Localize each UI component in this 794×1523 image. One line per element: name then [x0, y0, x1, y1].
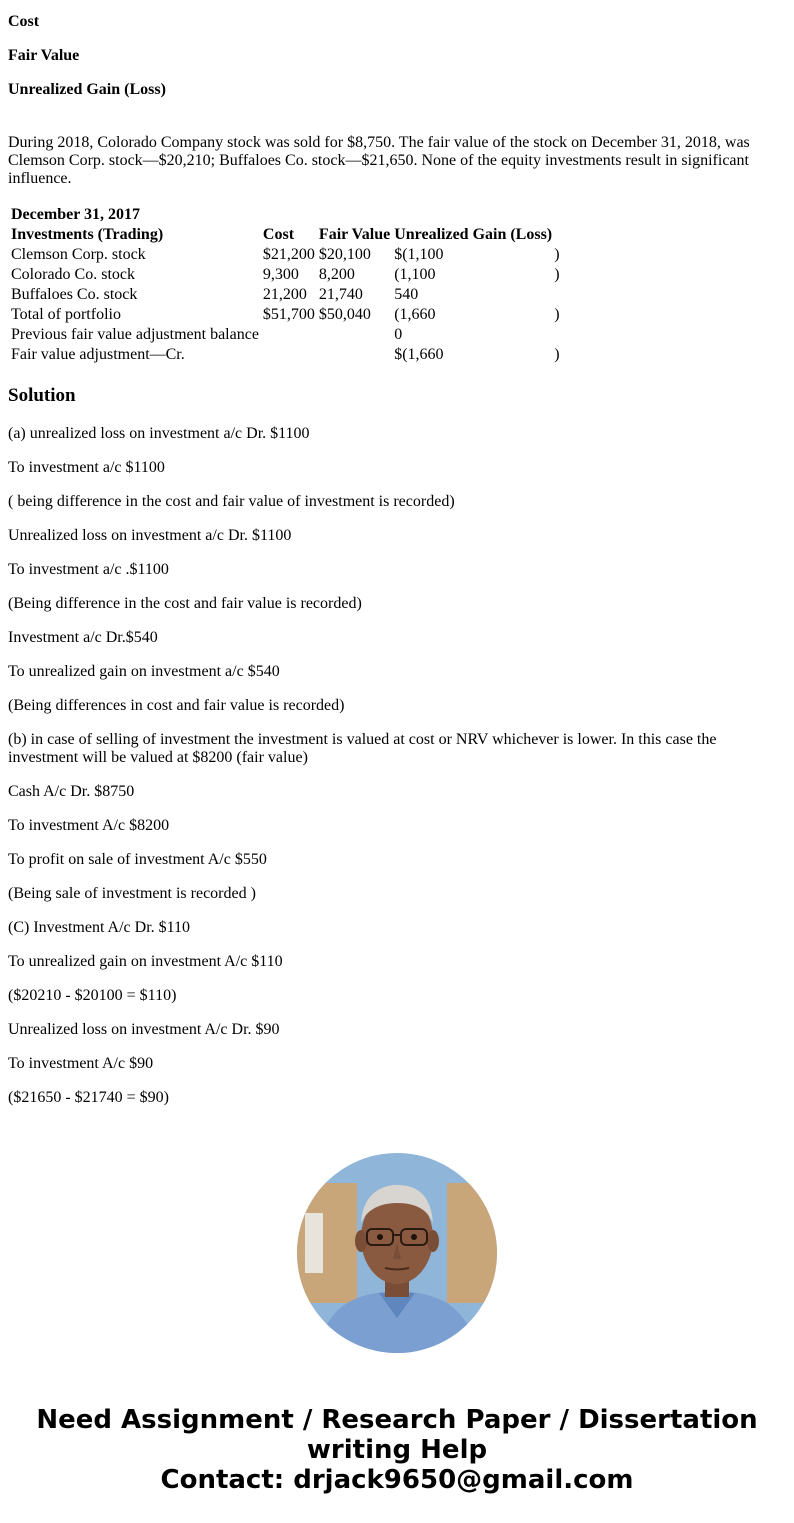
table-cell: 21,200 [262, 286, 307, 303]
table-cell: Previous fair value adjustment balance [11, 326, 259, 343]
solution-line: (Being sale of investment is recorded ) [8, 885, 256, 902]
table-cell: (1,100 [394, 266, 436, 283]
solution-line: To investment a/c $1100 [8, 459, 165, 476]
solution-line: (Being difference in the cost and fair value is recorded) [8, 595, 362, 612]
table-row [10, 266, 561, 284]
table-cell: 8,200 [318, 266, 355, 283]
table-cell: $(1,100 [394, 246, 444, 263]
table-cell [318, 346, 391, 364]
column-header: Cost [262, 226, 295, 243]
table-row [10, 326, 561, 344]
problem-intro: During 2018, Colorado Company stock was sold for $8,750. The fair value of the stock on December 31, 2018, was Clemson Corp. stock—$20,210; Buffaloes Co. stock—$21,650. None of the equity investments result in significant influence. [8, 134, 750, 187]
table-cell [262, 346, 316, 364]
table-cell: Buffaloes Co. stock [11, 286, 138, 303]
table-row [10, 286, 561, 304]
solution-line: (a) unrealized loss on investment a/c Dr. $1100 [8, 425, 310, 442]
solution-line: To unrealized gain on investment A/c $110 [8, 953, 283, 970]
author-avatar [297, 1153, 497, 1353]
table-cell: ) [554, 306, 560, 323]
solution-line: To profit on sale of investment A/c $550 [8, 851, 267, 868]
table-row [10, 346, 561, 364]
solution-line: ($20210 - $20100 = $110) [8, 987, 177, 1004]
promo-banner [0, 1405, 794, 1495]
investments-table [8, 204, 563, 366]
table-cell [262, 326, 316, 344]
table-cell: $(1,660 [394, 346, 444, 363]
solution-line: (C) Investment A/c Dr. $110 [8, 919, 191, 936]
table-cell: Clemson Corp. stock [11, 246, 146, 263]
header-fair-value: Fair Value [8, 47, 80, 64]
table-cell [553, 286, 560, 304]
column-header: Fair Value [318, 226, 391, 243]
solution-line: (Being differences in cost and fair value is recorded) [8, 697, 345, 714]
column-header: Unrealized Gain (Loss) [394, 226, 553, 243]
table-cell [318, 326, 391, 344]
solution-line: To unrealized gain on investment a/c $540 [8, 663, 280, 680]
solution-line: Cash A/c Dr. $8750 [8, 783, 135, 800]
solution-heading: Solution [8, 385, 76, 406]
solution-line: To investment A/c $90 [8, 1055, 154, 1072]
table-cell: 540 [394, 286, 419, 303]
table-header-row [10, 226, 561, 244]
table-row [10, 246, 561, 264]
column-header: Investments (Trading) [11, 226, 164, 243]
table-cell: $50,040 [318, 306, 371, 323]
table-cell [553, 326, 560, 344]
table-cell: (1,660 [394, 306, 436, 323]
table-date: December 31, 2017 [11, 206, 140, 223]
table-cell: $21,200 [262, 246, 315, 263]
table-row [10, 306, 561, 324]
header-cost: Cost [8, 13, 40, 30]
table-cell: 21,740 [318, 286, 363, 303]
table-cell: ) [554, 346, 560, 363]
solution-line: ( being difference in the cost and fair value of investment is recorded) [8, 493, 455, 510]
solution-line: Investment a/c Dr.$540 [8, 629, 158, 646]
header-unrealized-gain-loss: Unrealized Gain (Loss) [8, 81, 166, 98]
solution-line: To investment a/c .$1100 [8, 561, 169, 578]
table-cell: 0 [394, 326, 403, 343]
author-photo-icon [297, 1153, 497, 1353]
table-cell: $20,100 [318, 246, 371, 263]
solution-line: Unrealized loss on investment a/c Dr. $1100 [8, 527, 292, 544]
table-cell: Total of portfolio [11, 306, 121, 323]
table-cell: ) [554, 266, 560, 283]
table-cell: Colorado Co. stock [11, 266, 135, 283]
solution-line: ($21650 - $21740 = $90) [8, 1089, 170, 1106]
promo-line: Need Assignment / Research Paper / Dissertation writing Help [36, 1405, 758, 1465]
solution-line: Unrealized loss on investment A/c Dr. $90 [8, 1021, 280, 1038]
promo-contact: Contact: drjack9650@gmail.com [160, 1465, 634, 1495]
table-date-row [10, 206, 561, 224]
table-cell: 9,300 [262, 266, 299, 283]
table-cell: $51,700 [262, 306, 315, 323]
solution-line: (b) in case of selling of investment the investment is valued at cost or NRV whichever is lower. In this case the investment will be valued at $8200 (fair value) [8, 731, 717, 766]
table-cell: ) [554, 246, 560, 263]
solution-line: To investment A/c $8200 [8, 817, 170, 834]
table-cell: Fair value adjustment—Cr. [11, 346, 185, 363]
